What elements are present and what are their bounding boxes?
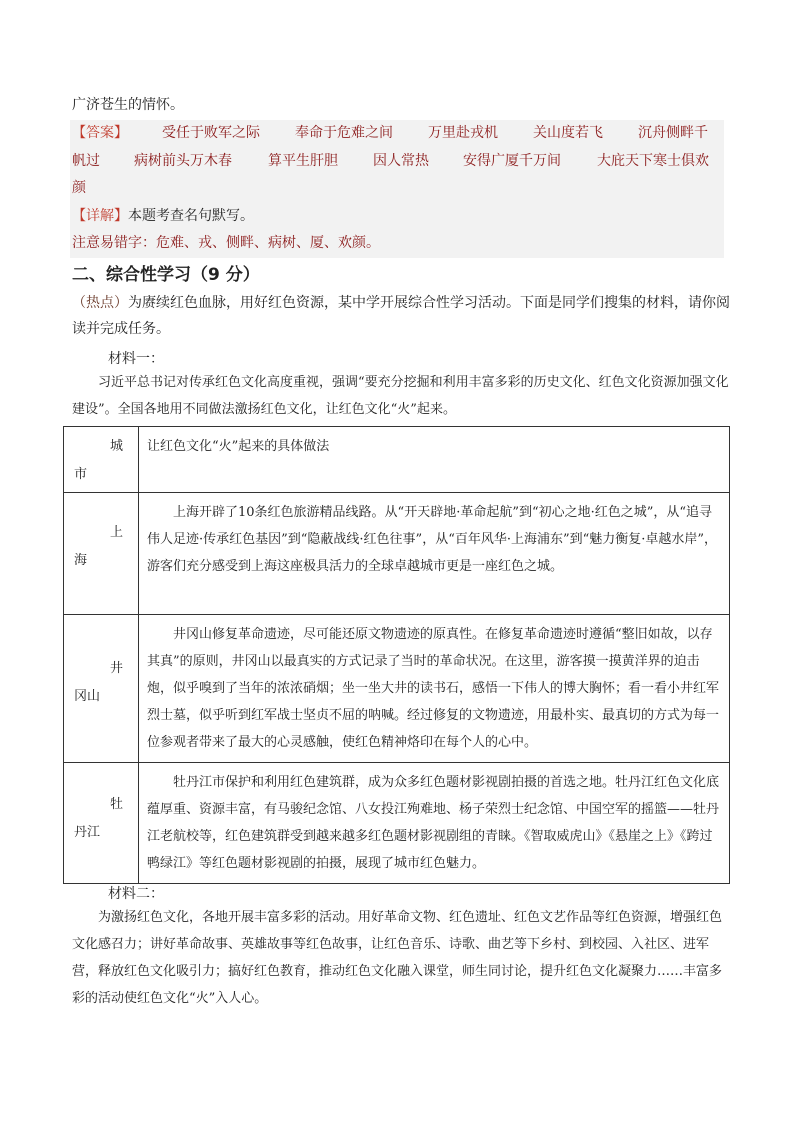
answer-item: 关山度若飞 (533, 125, 603, 141)
header-desc: 让红色文化“火”起来的具体做法 (147, 439, 330, 454)
table-row (64, 763, 730, 884)
answer-item: 帆过 (72, 153, 100, 169)
city-table (63, 426, 730, 884)
detail-tag: 【详解】 (72, 208, 128, 224)
desc-cell: 上海开辟了10条红色旅游精品线路。从“开天辟地·革命起航”到“初心之地·红色之城”，从“追寻伟人足迹·传承红色基因”到“隐蔽战线·红色往事”，从“百年风华·上海浦东”到“魅力衡复·卓越水岸”，游客们充分感受到上海这座极具活力的全球卓越城市更是一座红色之城。 (139, 493, 730, 615)
material1-label: 材料一： (108, 351, 164, 367)
city-name-1: 上 (110, 525, 124, 540)
section-heading: 二、综合性学习（9 分） (72, 265, 260, 285)
material2-label: 材料二： (108, 886, 164, 902)
header-city-cell (64, 427, 139, 493)
header-city-2: 市 (74, 467, 88, 482)
desc-cell: 牡丹江市保护和利用红色建筑群，成为众多红色题材影视剧拍摄的首选之地。牡丹江红色文化底蕴厚重、资源丰富，有马骏纪念馆、八女投江殉难地、杨子荣烈士纪念馆、中国空军的摇篮——牡丹江老航校等，红色建筑群受到越来越多红色题材影视剧组的青睐。《智取威虎山》《悬崖之上》《跨过鸭绿江》等红色题材影视剧的拍摄，展现了城市红色魅力。 (139, 763, 730, 884)
answer-item: 大庇天下寒士俱欢 (597, 153, 709, 169)
table-row (64, 615, 730, 763)
table-header-row (64, 427, 730, 493)
answer-item: 安得广厦千万间 (463, 153, 561, 169)
city-cell (64, 493, 139, 615)
note-line: 注意易错字：危难、戎、侧畔、病树、厦、欢颜。 (72, 235, 380, 251)
material1-text: 习近平总书记对传承红色文化高度重视，强调“要充分挖掘和利用丰富多彩的历史文化、红色文化资源加强文化建设”。全国各地用不同做法激扬红色文化，让红色文化“火”起来。 (72, 375, 729, 417)
city-cell (64, 763, 139, 884)
hot-tag: （热点） (72, 295, 128, 311)
answer-item: 受任于败军之际 (162, 125, 260, 141)
header-desc-cell (139, 427, 730, 493)
intro-paragraph (72, 290, 732, 342)
answer-item: 算平生肝胆 (268, 153, 338, 169)
answer-tag: 【答案】 (72, 125, 128, 141)
desc-cell: 井冈山修复革命遗迹，尽可能还原文物遗迹的原真性。在修复革命遗迹时遵循“整旧如故，以存其真”的原则，井冈山以最真实的方式记录了当时的革命状况。在这里，游客摸一摸黄洋界的迫击炮，似乎嗅到了当年的浓浓硝烟；坐一坐大井的读书石，感悟一下伟人的博大胸怀；看一看小井红军烈士墓，似乎听到红军战士坚贞不屈的呐喊。经过修复的文物遗迹，用最朴实、最真切的方式为每一位参观者带来了最大的心灵感触，使红色精神烙印在每个人的心中。 (139, 615, 730, 763)
city-cell (64, 615, 139, 763)
city-name-1: 井 (110, 661, 124, 676)
header-city-1: 城 (110, 439, 124, 454)
material2-text: 为激扬红色文化，各地开展丰富多彩的活动。用好革命文物、红色遗址、红色文艺作品等红色资源，增强红色文化感召力；讲好革命故事、英雄故事等红色故事，让红色音乐、诗歌、曲艺等下乡村、到校园、入社区、进军营，释放红色文化吸引力；搞好红色教育，推动红色文化融入课堂，师生同讨论，提升红色文化凝聚力……丰富多彩的活动使红色文化“火”入人心。 (72, 910, 723, 1006)
intro-text: 为赓续红色血脉，用好红色资源，某中学开展综合性学习活动。下面是同学们搜集的材料，请你阅读并完成任务。 (72, 295, 730, 337)
detail-text: 本题考查名句默写。 (128, 208, 254, 224)
detail-line (72, 205, 254, 225)
table-row (64, 493, 730, 615)
answer-item: 因人常热 (373, 153, 429, 169)
city-name-2: 丹江 (74, 825, 101, 840)
answer-item: 沉舟侧畔千 (638, 125, 708, 141)
answer-item: 颜 (72, 180, 86, 196)
city-name-1: 牡 (110, 797, 124, 812)
answer-item: 万里赴戎机 (428, 125, 498, 141)
answer-item: 奉命于危难之间 (295, 125, 393, 141)
answer-item: 病树前头万木春 (134, 153, 232, 169)
city-name-2: 海 (74, 553, 88, 568)
city-name-2: 冈山 (74, 689, 101, 704)
top-line: 广济苍生的情怀。 (72, 97, 184, 113)
